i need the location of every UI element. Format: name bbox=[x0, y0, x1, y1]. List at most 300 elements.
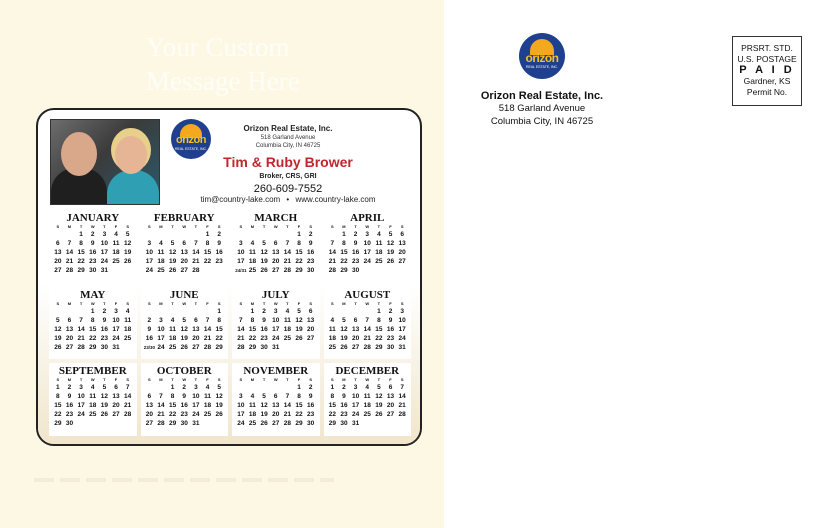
month-days bbox=[141, 224, 229, 275]
day-cell: 28 bbox=[65, 267, 74, 274]
day-cell: 15 bbox=[248, 325, 257, 333]
day-cell: 19 bbox=[386, 249, 395, 256]
day-cell: 30 bbox=[89, 267, 97, 274]
weekday-header: F bbox=[389, 377, 392, 383]
day-cell: 19 bbox=[260, 411, 268, 419]
day-cell: 17 bbox=[77, 402, 85, 410]
day-cell: 30 bbox=[180, 420, 188, 428]
day-cell: 10 bbox=[157, 325, 165, 333]
day-cell: 30 bbox=[260, 343, 268, 351]
day-cell: 11 bbox=[157, 249, 165, 256]
calendar-month bbox=[324, 210, 412, 283]
weekday-header: W bbox=[365, 300, 370, 306]
day-cell: 10 bbox=[100, 240, 108, 247]
day-cell: 15 bbox=[203, 249, 212, 256]
day-cell: 26 bbox=[180, 343, 188, 351]
weekday-header: S bbox=[400, 300, 404, 306]
agent-website: www.country-lake.com bbox=[295, 195, 376, 204]
day-cell: 23/30 bbox=[143, 344, 155, 350]
weekday-header: T bbox=[377, 300, 381, 306]
custom-message bbox=[146, 30, 406, 98]
weekday-header: W bbox=[365, 224, 370, 229]
day-cell: 15 bbox=[89, 325, 97, 333]
day-cell: 14 bbox=[65, 249, 74, 256]
day-cell: 8 bbox=[250, 316, 255, 324]
day-cell: 2 bbox=[262, 307, 266, 315]
day-cell: 3 bbox=[239, 240, 243, 247]
month-name: DECEMBER bbox=[335, 365, 400, 378]
day-cell: 24 bbox=[157, 343, 165, 351]
day-cell: 6 bbox=[147, 393, 152, 401]
orizon-logo-icon: orizon REAL ESTATE, INC. bbox=[171, 119, 211, 159]
calendar-month bbox=[49, 287, 137, 360]
day-cell: 8 bbox=[297, 393, 301, 401]
weekday-header: T bbox=[286, 300, 289, 306]
day-cell: 17 bbox=[272, 325, 280, 333]
day-cell: 27 bbox=[386, 411, 395, 419]
day-cell: 26 bbox=[260, 420, 268, 428]
weekday-header: F bbox=[297, 224, 301, 229]
day-cell: 12 bbox=[260, 402, 268, 410]
day-cell: 25 bbox=[168, 343, 177, 351]
day-cell: 1 bbox=[90, 307, 95, 315]
day-cell: 28 bbox=[328, 267, 336, 274]
day-cell: 21 bbox=[237, 334, 245, 342]
day-cell bbox=[190, 230, 202, 239]
day-cell: 7 bbox=[205, 316, 210, 324]
day-cell: 29 bbox=[54, 420, 62, 428]
day-cell: 22 bbox=[295, 411, 303, 419]
weekday-header: S bbox=[217, 377, 221, 383]
day-cell: 23 bbox=[307, 258, 315, 265]
day-cell: 20 bbox=[386, 402, 395, 410]
day-cell: 28 bbox=[192, 267, 200, 274]
day-cell: 24/31 bbox=[235, 268, 247, 273]
month-days bbox=[141, 377, 229, 428]
day-cell: 16 bbox=[180, 402, 188, 410]
day-cell bbox=[144, 383, 156, 392]
postage-line-5: Permit No. bbox=[746, 87, 788, 97]
weekday-header: S bbox=[400, 377, 404, 383]
day-cell: 26 bbox=[375, 411, 383, 419]
day-cell bbox=[373, 419, 385, 428]
day-cell: 20 bbox=[307, 325, 315, 333]
day-cell: 21 bbox=[157, 411, 165, 419]
day-cell: 23 bbox=[89, 258, 97, 265]
day-cell: 1 bbox=[330, 384, 335, 392]
day-cell: 11 bbox=[249, 402, 256, 410]
day-cell: 1 bbox=[297, 384, 301, 392]
month-name: AUGUST bbox=[344, 288, 391, 301]
day-cell: 15 bbox=[54, 402, 62, 410]
day-cell: 20 bbox=[145, 411, 153, 419]
day-cell: 1 bbox=[217, 307, 221, 315]
day-cell: 22 bbox=[295, 258, 303, 265]
day-cell: 13 bbox=[272, 402, 280, 410]
day-cell: 21 bbox=[203, 334, 212, 342]
day-cell: 20 bbox=[65, 334, 74, 342]
month-days bbox=[141, 301, 229, 352]
day-cell: 23 bbox=[215, 258, 223, 265]
day-cell: 24 bbox=[351, 411, 360, 419]
contact-separator: • bbox=[286, 195, 290, 204]
day-cell: 11 bbox=[89, 393, 97, 401]
day-cell: 12 bbox=[295, 316, 303, 324]
day-cell: 4 bbox=[159, 240, 163, 247]
day-cell: 4 bbox=[250, 240, 255, 247]
day-cell: 24 bbox=[363, 258, 371, 265]
day-cell: 22 bbox=[89, 334, 97, 342]
weekday-header: T bbox=[377, 377, 381, 383]
day-cell: 6 bbox=[182, 240, 187, 247]
day-cell: 8 bbox=[330, 393, 335, 401]
weekday-header: T bbox=[262, 300, 266, 306]
day-cell: 19 bbox=[100, 402, 108, 410]
day-cell bbox=[385, 419, 397, 428]
day-cell: 6 bbox=[56, 240, 60, 247]
day-cell: 7 bbox=[365, 316, 370, 324]
day-cell bbox=[213, 419, 225, 428]
day-cell: 24 bbox=[77, 411, 85, 419]
day-cell: 6 bbox=[353, 316, 358, 324]
day-cell: 25 bbox=[157, 267, 165, 274]
day-cell: 23 bbox=[386, 334, 395, 342]
day-cell: 22 bbox=[340, 258, 348, 265]
month-name: MARCH bbox=[254, 212, 298, 224]
month-days bbox=[49, 301, 137, 352]
day-cell: 30 bbox=[307, 420, 315, 428]
day-cell: 18 bbox=[168, 334, 177, 342]
weekday-header: W bbox=[90, 300, 95, 306]
month-name: APRIL bbox=[350, 212, 385, 224]
day-cell: 18 bbox=[203, 402, 212, 410]
day-cell: 10 bbox=[398, 316, 406, 324]
day-cell: 27 bbox=[192, 343, 200, 351]
day-cell: 17 bbox=[112, 325, 120, 333]
day-cell: 24 bbox=[237, 420, 245, 428]
day-cell: 27 bbox=[307, 334, 315, 342]
day-cell: 14 bbox=[157, 402, 165, 410]
day-cell: 29 bbox=[295, 267, 303, 274]
custom-message-line-2: Message Here bbox=[146, 66, 300, 96]
day-cell: 21 bbox=[124, 402, 132, 410]
day-cell: 18 bbox=[283, 325, 291, 333]
day-cell: 3 bbox=[194, 384, 198, 392]
day-cell: 18 bbox=[363, 402, 371, 410]
day-cell bbox=[213, 266, 225, 275]
day-cell: 5 bbox=[170, 240, 175, 247]
day-cell: 6 bbox=[388, 384, 393, 392]
day-cell: 7 bbox=[79, 316, 83, 324]
return-address bbox=[462, 90, 622, 128]
day-cell: 16 bbox=[351, 249, 360, 256]
day-cell: 15 bbox=[340, 249, 348, 256]
month-name: OCTOBER bbox=[156, 365, 212, 378]
day-cell bbox=[361, 307, 373, 316]
day-cell: 5 bbox=[102, 384, 107, 392]
day-cell: 31 bbox=[351, 420, 360, 428]
day-cell: 14 bbox=[203, 325, 212, 333]
month-days bbox=[232, 224, 320, 275]
weekday-header: S bbox=[239, 224, 243, 229]
day-cell: 15 bbox=[328, 402, 336, 410]
day-cell bbox=[64, 307, 76, 316]
day-cell: 26 bbox=[386, 258, 395, 265]
day-cell: 29 bbox=[248, 343, 257, 351]
day-cell: 1 bbox=[377, 307, 381, 315]
company-name: Orizon Real Estate, Inc. bbox=[243, 124, 333, 133]
day-cell: 12 bbox=[100, 393, 108, 401]
day-cell: 14 bbox=[192, 249, 200, 256]
weekday-header: M bbox=[67, 300, 72, 306]
month-days bbox=[324, 377, 412, 428]
day-cell: 28 bbox=[157, 420, 165, 428]
day-cell: 16 bbox=[386, 325, 395, 333]
day-cell bbox=[202, 307, 214, 316]
day-cell: 19 bbox=[168, 258, 177, 265]
day-cell: 9 bbox=[353, 240, 358, 247]
weekday-header: T bbox=[103, 300, 106, 306]
day-cell: 27 bbox=[65, 343, 74, 351]
faded-footer-text bbox=[34, 478, 334, 482]
day-cell: 18 bbox=[375, 249, 383, 256]
weekday-header: T bbox=[377, 224, 381, 229]
month-days bbox=[232, 377, 320, 428]
day-cell: 31 bbox=[192, 420, 200, 428]
calendar-month bbox=[141, 363, 229, 436]
day-cell: 16 bbox=[307, 402, 315, 410]
day-cell: 28 bbox=[283, 420, 291, 428]
day-cell: 31 bbox=[398, 343, 406, 351]
day-cell: 19 bbox=[340, 334, 348, 342]
day-cell bbox=[110, 266, 122, 275]
weekday-header: S bbox=[126, 377, 129, 383]
day-cell: 9 bbox=[217, 240, 221, 247]
day-cell: 30 bbox=[351, 267, 360, 274]
postage-line-2: U.S. POSTAGE bbox=[737, 54, 797, 64]
day-cell bbox=[235, 307, 247, 316]
day-cell: 3 bbox=[400, 307, 404, 315]
day-cell: 8 bbox=[377, 316, 381, 324]
day-cell: 15 bbox=[77, 249, 85, 256]
calendar-month bbox=[232, 210, 320, 283]
day-cell: 5 bbox=[262, 240, 266, 247]
day-cell bbox=[167, 307, 179, 316]
day-cell: 17 bbox=[363, 249, 371, 256]
day-cell: 29 bbox=[328, 420, 336, 428]
day-cell: 30 bbox=[100, 343, 108, 351]
month-name: FEBRUARY bbox=[153, 212, 215, 224]
custom-message-line-1: Your Custom bbox=[146, 32, 290, 62]
day-cell: 26 bbox=[124, 258, 132, 265]
day-cell: 14 bbox=[237, 325, 245, 333]
day-cell: 25 bbox=[283, 334, 291, 342]
day-cell: 25 bbox=[248, 420, 257, 428]
day-cell: 4 bbox=[377, 231, 381, 238]
day-cell: 17 bbox=[100, 249, 108, 256]
day-cell: 6 bbox=[67, 316, 72, 324]
day-cell: 16 bbox=[260, 325, 268, 333]
postage-line-4: Gardner, KS bbox=[743, 76, 791, 86]
day-cell: 15 bbox=[215, 325, 223, 333]
day-cell: 10 bbox=[77, 393, 85, 401]
day-cell: 4 bbox=[125, 307, 130, 315]
day-cell: 2 bbox=[308, 231, 313, 238]
weekday-header: S bbox=[56, 224, 60, 229]
day-cell: 13 bbox=[398, 240, 406, 247]
day-cell: 12 bbox=[340, 325, 348, 333]
day-cell bbox=[122, 343, 134, 352]
day-cell: 2 bbox=[90, 231, 95, 238]
weekday-header: T bbox=[171, 377, 174, 383]
day-cell: 24 bbox=[192, 411, 200, 419]
day-cell: 7 bbox=[67, 240, 72, 247]
day-cell: 26 bbox=[215, 411, 223, 419]
day-cell: 9 bbox=[342, 393, 346, 401]
day-cell: 22 bbox=[375, 334, 383, 342]
month-name: JULY bbox=[261, 288, 290, 301]
day-cell: 15 bbox=[375, 325, 383, 333]
day-cell: 8 bbox=[342, 240, 346, 247]
day-cell: 18 bbox=[89, 402, 97, 410]
day-cell: 20 bbox=[272, 411, 280, 419]
day-cell bbox=[270, 230, 282, 239]
weekday-header: F bbox=[389, 224, 392, 229]
day-cell: 9 bbox=[262, 316, 266, 324]
day-cell: 21 bbox=[363, 334, 371, 342]
day-cell bbox=[270, 383, 282, 392]
day-cell: 15 bbox=[295, 249, 303, 256]
day-cell: 9 bbox=[388, 316, 393, 324]
weekday-header: F bbox=[114, 377, 118, 383]
weekday-header: S bbox=[309, 300, 312, 306]
weekday-header: S bbox=[217, 224, 221, 229]
day-cell bbox=[282, 230, 294, 239]
weekday-header: T bbox=[354, 300, 357, 306]
weekday-header: M bbox=[159, 300, 163, 306]
day-cell: 26 bbox=[168, 267, 177, 274]
day-cell: 11 bbox=[375, 240, 383, 247]
agent-name: Tim & Ruby Brower bbox=[223, 154, 353, 170]
day-cell: 13 bbox=[272, 249, 280, 256]
day-cell: 7 bbox=[285, 393, 290, 401]
day-cell: 21 bbox=[65, 258, 74, 265]
weekday-header: W bbox=[365, 377, 370, 383]
day-cell: 30 bbox=[307, 267, 315, 274]
weekday-header: W bbox=[90, 224, 95, 229]
company-address bbox=[208, 134, 368, 150]
day-cell: 18 bbox=[248, 411, 257, 419]
day-cell bbox=[167, 230, 179, 239]
day-cell: 27 bbox=[398, 258, 406, 265]
day-cell: 8 bbox=[205, 240, 210, 247]
day-cell: 5 bbox=[342, 316, 346, 324]
day-cell bbox=[75, 307, 87, 316]
day-cell: 22 bbox=[215, 334, 223, 342]
weekday-header: S bbox=[147, 224, 151, 229]
month-days bbox=[324, 224, 412, 275]
day-cell: 19 bbox=[295, 325, 303, 333]
day-cell: 24 bbox=[112, 334, 120, 342]
day-cell: 8 bbox=[217, 316, 221, 324]
day-cell: 26 bbox=[54, 343, 62, 351]
weekday-header: F bbox=[206, 300, 209, 306]
calendar-month bbox=[324, 363, 412, 436]
day-cell: 29 bbox=[77, 267, 85, 274]
day-cell: 26 bbox=[100, 411, 108, 419]
day-cell: 7 bbox=[285, 240, 290, 247]
day-cell: 9 bbox=[308, 393, 313, 401]
day-cell: 19 bbox=[54, 334, 62, 342]
day-cell: 3 bbox=[353, 384, 358, 392]
day-cell: 6 bbox=[273, 393, 278, 401]
calendar-month bbox=[141, 287, 229, 360]
day-cell: 28 bbox=[283, 267, 291, 274]
day-cell: 3 bbox=[159, 316, 163, 324]
weekday-header: W bbox=[273, 300, 278, 306]
day-cell: 4 bbox=[365, 384, 370, 392]
day-cell bbox=[110, 419, 122, 428]
month-days bbox=[49, 377, 137, 428]
day-cell: 25 bbox=[112, 258, 120, 265]
day-cell: 2 bbox=[147, 316, 152, 324]
day-cell: 17 bbox=[157, 334, 165, 342]
weekday-header: F bbox=[206, 377, 209, 383]
weekday-header: F bbox=[114, 224, 118, 229]
day-cell bbox=[258, 230, 270, 239]
day-cell: 6 bbox=[114, 384, 118, 392]
day-cell bbox=[327, 307, 339, 316]
day-cell: 22 bbox=[203, 258, 212, 265]
weekday-header: S bbox=[309, 377, 312, 383]
day-cell bbox=[52, 307, 64, 316]
day-cell: 10 bbox=[272, 316, 280, 324]
agent-contact-line bbox=[168, 195, 408, 204]
day-cell: 2 bbox=[67, 384, 72, 392]
day-cell: 7 bbox=[330, 240, 335, 247]
day-cell: 13 bbox=[386, 393, 395, 401]
day-cell: 7 bbox=[159, 393, 163, 401]
day-cell: 17 bbox=[145, 258, 153, 265]
return-city: Columbia City, IN 46725 bbox=[490, 116, 594, 127]
day-cell: 21 bbox=[77, 334, 85, 342]
day-cell: 13 bbox=[307, 316, 315, 324]
day-cell: 9 bbox=[67, 393, 72, 401]
day-cell: 10 bbox=[237, 402, 245, 410]
day-cell: 5 bbox=[217, 384, 221, 392]
day-cell: 18 bbox=[124, 325, 132, 333]
day-cell: 4 bbox=[170, 316, 175, 324]
day-cell: 12 bbox=[375, 393, 383, 401]
day-cell: 12 bbox=[386, 240, 395, 247]
weekday-header: T bbox=[171, 300, 174, 306]
weekday-header: T bbox=[262, 224, 266, 229]
month-name: SEPTEMBER bbox=[58, 365, 127, 378]
day-cell: 20 bbox=[112, 402, 120, 410]
day-cell: 11 bbox=[363, 393, 371, 401]
day-cell bbox=[282, 343, 294, 352]
return-company-name: Orizon Real Estate, Inc. bbox=[480, 90, 604, 102]
weekday-header: T bbox=[262, 377, 266, 383]
weekday-header: T bbox=[103, 224, 106, 229]
day-cell: 12 bbox=[215, 393, 223, 401]
day-cell: 9 bbox=[147, 325, 152, 333]
day-cell: 5 bbox=[388, 231, 393, 238]
day-cell: 1 bbox=[170, 384, 175, 392]
weekday-header: W bbox=[273, 377, 278, 383]
day-cell: 27 bbox=[54, 267, 62, 274]
weekday-header: S bbox=[330, 300, 334, 306]
